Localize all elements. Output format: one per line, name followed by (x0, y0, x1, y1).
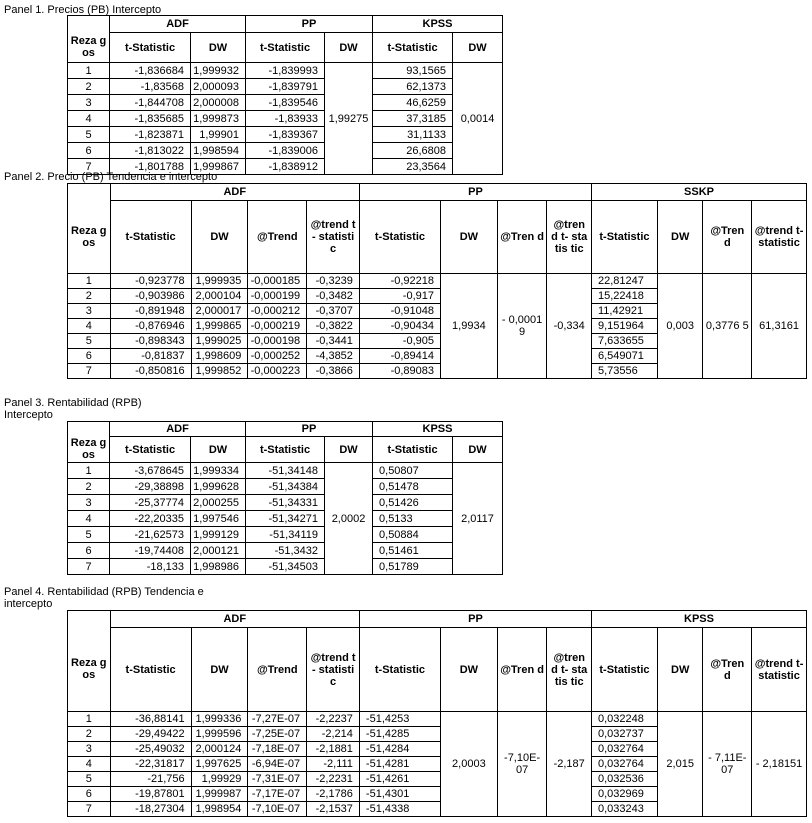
table-row (68, 63, 503, 79)
adf-trend-cell: -0,000223 (248, 364, 307, 379)
panel-4-table (67, 610, 807, 817)
lag-cell: 7 (68, 364, 111, 379)
panel-3-col-header: DW (191, 437, 246, 463)
adf-dw-cell: 1,999932 (191, 63, 246, 79)
lag-cell: 1 (68, 63, 110, 79)
adf-trend-t-cell: -0,3441 (307, 334, 360, 349)
adf-t-cell: -18,133 (110, 559, 191, 575)
adf-dw-cell: 1,999596 (191, 727, 248, 742)
panel-3-group-adf: ADF (110, 422, 246, 437)
panel-3-group-kpss: KPSS (373, 422, 503, 437)
panel-1-blank-corner (68, 16, 110, 33)
adf-dw-cell: 2,000255 (191, 495, 246, 511)
adf-trend-cell: -0,000198 (248, 334, 307, 349)
adf-t-cell: -0,891948 (110, 304, 191, 319)
panel-1-col-header: DW (325, 33, 373, 63)
adf-trend-cell: -7,31E-07 (248, 772, 307, 787)
panel-2-col-header: @Tren d (703, 201, 752, 274)
adf-dw-cell: 1,998594 (191, 143, 246, 159)
panel-4-col-header: @tren d t- statis tic (547, 628, 592, 712)
panel-2-lag-header: Reza gos (68, 201, 111, 274)
panel-4-col-header: @Tren d (703, 628, 752, 712)
panel-2-col-header: @Tren d (497, 201, 547, 274)
lag-cell: 6 (68, 349, 111, 364)
pp-t-cell: -51,4261 (359, 772, 440, 787)
pp-trend-t-cell: -0,334 (547, 274, 592, 379)
panel-3-col-header: DW (325, 437, 373, 463)
lag-cell: 2 (68, 479, 110, 495)
kpss-t-cell: 0,51478 (373, 479, 453, 495)
panel-2-col-header: @Trend (248, 201, 307, 274)
lag-cell: 4 (68, 111, 110, 127)
pp-dw-cell: 2,0003 (441, 712, 498, 817)
pp-t-cell: -51,3432 (246, 543, 325, 559)
pp-t-cell: -51,34271 (246, 511, 325, 527)
lag-cell: 5 (68, 527, 110, 543)
sskp-trend-t-cell: 61,3161 (752, 274, 807, 379)
panel-4-col-header: @trend t- statisti c (307, 628, 360, 712)
pp-t-cell: -0,905 (359, 334, 440, 349)
kpss-trend-t-cell: - 2,18151 (752, 712, 807, 817)
adf-dw-cell: 1,999935 (191, 274, 248, 289)
panel-2-col-header: @trend t- statistic (752, 201, 807, 274)
lag-cell: 2 (68, 79, 110, 95)
panel-4-col-header: t-Statistic (592, 628, 658, 712)
adf-t-cell: -25,49032 (110, 742, 191, 757)
adf-trend-t-cell: -2,111 (307, 757, 360, 772)
adf-dw-cell: 1,998986 (191, 559, 246, 575)
adf-dw-cell: 1,999334 (191, 463, 246, 479)
kpss-t-cell: 23,3564 (373, 159, 453, 175)
sskp-t-cell: 22,81247 (592, 274, 658, 289)
panel-2-col-header: t-Statistic (110, 201, 191, 274)
pp-t-cell: -51,4338 (359, 802, 440, 817)
adf-t-cell: -1,823871 (110, 127, 191, 143)
lag-cell: 2 (68, 289, 111, 304)
adf-trend-cell: -7,25E-07 (248, 727, 307, 742)
panel-2-col-header: @tren d t- statis tic (547, 201, 592, 274)
pp-dw-cell: 1,99275 (325, 63, 373, 175)
pp-t-cell: -1,839993 (246, 63, 325, 79)
table-row (68, 95, 503, 111)
adf-t-cell: -1,836684 (110, 63, 191, 79)
adf-dw-cell: 2,000121 (191, 543, 246, 559)
kpss-t-cell: 0,51461 (373, 543, 453, 559)
panel-4-col-header: @trend t- statistic (752, 628, 807, 712)
panel-1-col-header: DW (191, 33, 246, 63)
panel-2-col-header: @trend t- statisti c (307, 201, 360, 274)
panel-1-col-header: t-Statistic (246, 33, 325, 63)
pp-t-cell: -0,90434 (359, 319, 440, 334)
panel-1-table (67, 15, 503, 175)
table-row (68, 463, 503, 479)
adf-t-cell: -29,38898 (110, 479, 191, 495)
kpss-dw-cell: 2,015 (657, 712, 703, 817)
adf-t-cell: -29,49422 (110, 727, 191, 742)
panel-3-group-pp: PP (246, 422, 373, 437)
panel-1-group-pp: PP (246, 16, 373, 33)
adf-trend-t-cell: -0,3822 (307, 319, 360, 334)
pp-t-cell: -51,4284 (359, 742, 440, 757)
adf-dw-cell: 1,999129 (191, 527, 246, 543)
panel-4-col-header: DW (191, 628, 248, 712)
panel-3-table (67, 421, 503, 575)
pp-t-cell: -0,89414 (359, 349, 440, 364)
pp-dw-cell: 1,9934 (441, 274, 498, 379)
adf-trend-t-cell: -2,1881 (307, 742, 360, 757)
panel-1-col-header: t-Statistic (373, 33, 453, 63)
pp-trend-cell: -7,10E- 07 (497, 712, 547, 817)
adf-dw-cell: 1,997625 (191, 757, 248, 772)
panel-2-blank-corner (68, 184, 111, 201)
pp-t-cell: -1,839006 (246, 143, 325, 159)
kpss-t-cell: 31,1133 (373, 127, 453, 143)
panel-1-col-header: DW (453, 33, 503, 63)
kpss-t-cell: 37,3185 (373, 111, 453, 127)
kpss-t-cell: 0,50884 (373, 527, 453, 543)
lag-cell: 3 (68, 95, 110, 111)
lag-cell: 6 (68, 543, 110, 559)
adf-dw-cell: 2,000008 (191, 95, 246, 111)
lag-cell: 4 (68, 757, 111, 772)
panel-3-col-header: t-Statistic (110, 437, 191, 463)
kpss-t-cell: 0,032737 (592, 727, 658, 742)
kpss-trend-cell: - 7,11E- 07 (703, 712, 752, 817)
kpss-t-cell: 0,032248 (592, 712, 658, 727)
pp-t-cell: -51,34148 (246, 463, 325, 479)
lag-cell: 7 (68, 802, 111, 817)
panel-3-col-header: t-Statistic (246, 437, 325, 463)
adf-trend-t-cell: -0,3707 (307, 304, 360, 319)
kpss-t-cell: 0,032764 (592, 757, 658, 772)
lag-cell: 3 (68, 304, 111, 319)
pp-t-cell: -1,838912 (246, 159, 325, 175)
adf-t-cell: -1,801788 (110, 159, 191, 175)
kpss-t-cell: 0,032969 (592, 787, 658, 802)
adf-trend-cell: -6,94E-07 (248, 757, 307, 772)
panel-4-col-header: @Trend (248, 628, 307, 712)
pp-trend-t-cell: -2,187 (547, 712, 592, 817)
panel-1-lag-header: Reza gos (68, 33, 110, 63)
adf-dw-cell: 2,000093 (191, 79, 246, 95)
table-row (68, 543, 503, 559)
panel-4-title: Panel 4. Rentabilidad (RPB) Tendencia e intercepto (4, 586, 204, 610)
adf-t-cell: -3,678645 (110, 463, 191, 479)
pp-t-cell: -1,839791 (246, 79, 325, 95)
adf-trend-t-cell: -2,2231 (307, 772, 360, 787)
adf-trend-cell: -7,18E-07 (248, 742, 307, 757)
kpss-t-cell: 0,032764 (592, 742, 658, 757)
panel-2-group-adf: ADF (110, 184, 359, 201)
pp-t-cell: -0,92218 (359, 274, 440, 289)
adf-t-cell: -21,756 (110, 772, 191, 787)
lag-cell: 3 (68, 495, 110, 511)
sskp-t-cell: 15,22418 (592, 289, 658, 304)
adf-t-cell: -0,81837 (110, 349, 191, 364)
panel-4-col-header: @Tren d (497, 628, 547, 712)
adf-trend-cell: -0,000199 (248, 289, 307, 304)
panel-1-col-header: t-Statistic (110, 33, 191, 63)
adf-dw-cell: 1,999867 (191, 159, 246, 175)
lag-cell: 1 (68, 274, 111, 289)
adf-dw-cell: 2,000017 (191, 304, 248, 319)
table-row (68, 111, 503, 127)
adf-trend-cell: -0,000219 (248, 319, 307, 334)
pp-dw-cell: 2,0002 (325, 463, 373, 575)
lag-cell: 4 (68, 511, 110, 527)
panel-3-title: Panel 3. Rentabilidad (RPB) Intercepto (4, 397, 142, 421)
table-row (68, 274, 807, 289)
adf-t-cell: -22,20335 (110, 511, 191, 527)
panel-3-col-header: t-Statistic (373, 437, 453, 463)
table-row (68, 479, 503, 495)
adf-t-cell: -21,62573 (110, 527, 191, 543)
adf-trend-t-cell: -2,1786 (307, 787, 360, 802)
panel-4-blank-corner (68, 611, 111, 628)
adf-t-cell: -0,876946 (110, 319, 191, 334)
panel-4-col-header: DW (441, 628, 498, 712)
panel-2-group-pp: PP (359, 184, 591, 201)
kpss-t-cell: 93,1565 (373, 63, 453, 79)
kpss-dw-cell: 2,0117 (453, 463, 503, 575)
adf-t-cell: -19,74408 (110, 543, 191, 559)
adf-trend-t-cell: -4,3852 (307, 349, 360, 364)
adf-t-cell: -1,844708 (110, 95, 191, 111)
kpss-t-cell: 0,5133 (373, 511, 453, 527)
adf-trend-t-cell: -0,3239 (307, 274, 360, 289)
table-row (68, 559, 503, 575)
kpss-t-cell: 0,033243 (592, 802, 658, 817)
pp-t-cell: -51,4285 (359, 727, 440, 742)
adf-dw-cell: 1,998609 (191, 349, 248, 364)
sskp-t-cell: 9,151964 (592, 319, 658, 334)
adf-dw-cell: 1,999025 (191, 334, 248, 349)
table-row (68, 127, 503, 143)
table-row (68, 712, 807, 727)
pp-t-cell: -1,839367 (246, 127, 325, 143)
adf-dw-cell: 1,998954 (191, 802, 248, 817)
pp-t-cell: -51,4253 (359, 712, 440, 727)
panel-4-group-pp: PP (359, 611, 591, 628)
kpss-t-cell: 0,51789 (373, 559, 453, 575)
adf-t-cell: -0,898343 (110, 334, 191, 349)
adf-dw-cell: 2,000124 (191, 742, 248, 757)
adf-dw-cell: 1,999987 (191, 787, 248, 802)
adf-trend-t-cell: -2,1537 (307, 802, 360, 817)
adf-dw-cell: 2,000104 (191, 289, 248, 304)
pp-t-cell: -51,34119 (246, 527, 325, 543)
kpss-t-cell: 62,1373 (373, 79, 453, 95)
adf-trend-t-cell: -0,3482 (307, 289, 360, 304)
panel-4-group-kpss: KPSS (592, 611, 807, 628)
adf-trend-cell: -7,27E-07 (248, 712, 307, 727)
adf-trend-cell: -7,10E-07 (248, 802, 307, 817)
adf-trend-cell: -0,000252 (248, 349, 307, 364)
adf-dw-cell: 1,997546 (191, 511, 246, 527)
kpss-t-cell: 0,50807 (373, 463, 453, 479)
adf-trend-t-cell: -2,214 (307, 727, 360, 742)
panel-1-group-adf: ADF (110, 16, 246, 33)
adf-t-cell: -19,87801 (110, 787, 191, 802)
pp-t-cell: -0,91048 (359, 304, 440, 319)
panel-3-blank-corner (68, 422, 110, 437)
table-row (68, 143, 503, 159)
panel-2-group-sskp: SSKP (592, 184, 807, 201)
pp-trend-cell: - 0,0001 9 (497, 274, 547, 379)
panel-4-group-adf: ADF (110, 611, 359, 628)
panel-2-col-header: DW (657, 201, 703, 274)
pp-t-cell: -0,89083 (359, 364, 440, 379)
lag-cell: 6 (68, 143, 110, 159)
adf-dw-cell: 1,999336 (191, 712, 248, 727)
adf-trend-cell: -0,000212 (248, 304, 307, 319)
lag-cell: 1 (68, 712, 111, 727)
panel-2-table (67, 183, 807, 379)
sskp-t-cell: 6,549071 (592, 349, 658, 364)
table-row (68, 511, 503, 527)
adf-t-cell: -25,37774 (110, 495, 191, 511)
adf-t-cell: -1,813022 (110, 143, 191, 159)
pp-t-cell: -51,4281 (359, 757, 440, 772)
adf-dw-cell: 1,999852 (191, 364, 248, 379)
panel-4-col-header: DW (657, 628, 703, 712)
lag-cell: 1 (68, 463, 110, 479)
panel-2-col-header: DW (191, 201, 248, 274)
pp-t-cell: -51,34331 (246, 495, 325, 511)
panel-3-col-header: DW (453, 437, 503, 463)
adf-t-cell: -1,835685 (110, 111, 191, 127)
adf-dw-cell: 1,999628 (191, 479, 246, 495)
adf-dw-cell: 1,999865 (191, 319, 248, 334)
panel-2-title: Panel 2. Precio (PB) Tendencia e intercepto (4, 171, 218, 183)
pp-t-cell: -0,917 (359, 289, 440, 304)
table-row (68, 527, 503, 543)
lag-cell: 5 (68, 772, 111, 787)
panel-4-lag-header: Reza gos (68, 628, 111, 712)
sskp-trend-cell: 0,3776 5 (703, 274, 752, 379)
pp-t-cell: -1,83933 (246, 111, 325, 127)
kpss-t-cell: 0,51426 (373, 495, 453, 511)
lag-cell: 3 (68, 742, 111, 757)
kpss-dw-cell: 0,0014 (453, 63, 503, 175)
adf-t-cell: -22,31817 (110, 757, 191, 772)
lag-cell: 7 (68, 159, 110, 175)
panel-1-title: Panel 1. Precios (PB) Intercepto (4, 4, 162, 16)
adf-dw-cell: 1,99929 (191, 772, 248, 787)
panel-2-col-header: t-Statistic (359, 201, 440, 274)
adf-dw-cell: 1,99901 (191, 127, 246, 143)
table-row (68, 79, 503, 95)
lag-cell: 7 (68, 559, 110, 575)
adf-trend-cell: -7,17E-07 (248, 787, 307, 802)
pp-t-cell: -51,34384 (246, 479, 325, 495)
lag-cell: 5 (68, 334, 111, 349)
sskp-t-cell: 7,633655 (592, 334, 658, 349)
sskp-dw-cell: 0,003 (657, 274, 703, 379)
lag-cell: 6 (68, 787, 111, 802)
panel-2-col-header: t-Statistic (592, 201, 658, 274)
sskp-t-cell: 5,73556 (592, 364, 658, 379)
adf-t-cell: -0,923778 (110, 274, 191, 289)
adf-t-cell: -18,27304 (110, 802, 191, 817)
adf-t-cell: -36,88141 (110, 712, 191, 727)
pp-t-cell: -51,4301 (359, 787, 440, 802)
table-row (68, 495, 503, 511)
panel-2-col-header: DW (441, 201, 498, 274)
panel-3-lag-header: Reza gos (68, 437, 110, 463)
pp-t-cell: -1,839546 (246, 95, 325, 111)
panel-4-col-header: t-Statistic (110, 628, 191, 712)
pp-t-cell: -51,34503 (246, 559, 325, 575)
adf-t-cell: -0,903986 (110, 289, 191, 304)
lag-cell: 2 (68, 727, 111, 742)
sskp-t-cell: 11,42921 (592, 304, 658, 319)
kpss-t-cell: 0,032536 (592, 772, 658, 787)
adf-t-cell: -1,83568 (110, 79, 191, 95)
kpss-t-cell: 46,6259 (373, 95, 453, 111)
adf-trend-t-cell: -2,2237 (307, 712, 360, 727)
kpss-t-cell: 26,6808 (373, 143, 453, 159)
panel-4-col-header: t-Statistic (359, 628, 440, 712)
lag-cell: 4 (68, 319, 111, 334)
panel-1-group-kpss: KPSS (373, 16, 503, 33)
adf-trend-t-cell: -0,3866 (307, 364, 360, 379)
lag-cell: 5 (68, 127, 110, 143)
adf-trend-cell: -0,000185 (248, 274, 307, 289)
adf-dw-cell: 1,999873 (191, 111, 246, 127)
adf-t-cell: -0,850816 (110, 364, 191, 379)
